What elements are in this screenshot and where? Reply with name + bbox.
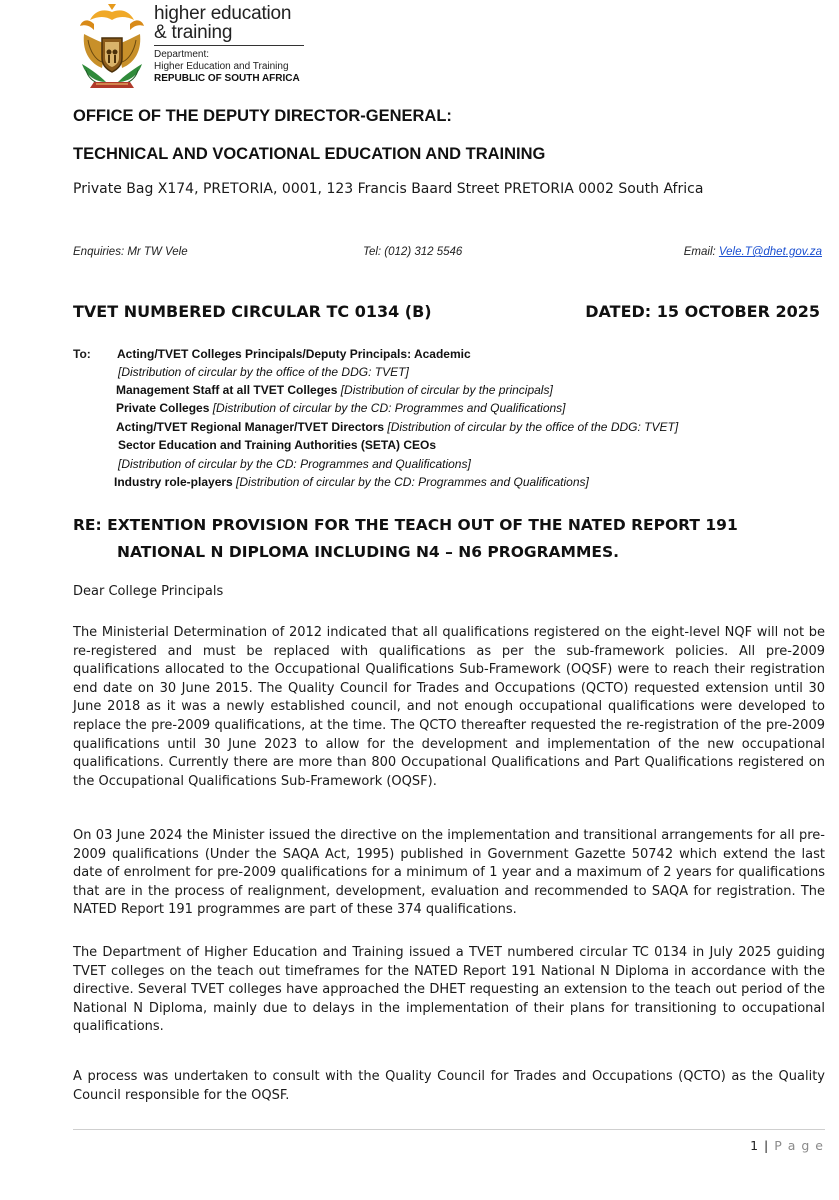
recipient-4-name: Acting/TVET Regional Manager/TVET Directors <box>116 420 385 434</box>
recipient-2 <box>116 383 553 397</box>
circular-number: TVET NUMBERED CIRCULAR TC 0134 (B) <box>73 302 432 321</box>
recipient-3-distribution: [Distribution of circular by the CD: Programmes and Qualifications] <box>209 401 566 415</box>
email-label: Email: <box>683 246 719 258</box>
circular-date: DATED: 15 OCTOBER 2025 <box>585 302 820 321</box>
recipient-3 <box>116 401 566 415</box>
brand-line-1: higher education <box>154 3 292 24</box>
sun-rays <box>80 4 144 30</box>
to-label: To: <box>73 347 91 361</box>
email-link[interactable]: Vele.T@dhet.gov.za <box>718 246 822 258</box>
recipient-5-name: Sector Education and Training Authorities (SETA) CEOs <box>118 438 437 452</box>
motto-ribbon <box>90 82 134 88</box>
recipient-3-name: Private Colleges <box>116 401 210 415</box>
recipient-5-distribution: [Distribution of circular by the CD: Programmes and Qualifications] <box>118 457 471 471</box>
office-address: Private Bag X174, PRETORIA, 0001, 123 Francis Baard Street PRETORIA 0002 South Africa <box>73 181 704 197</box>
recipient-1-distribution: [Distribution of circular by the office of the DDG: TVET] <box>118 365 409 379</box>
dept-name: Higher Education and Training <box>154 61 289 72</box>
department-branding <box>154 4 314 85</box>
recipient-5-note <box>118 457 471 471</box>
recipient-2-distribution: [Distribution of circular by the principals] <box>337 383 553 397</box>
recipient-4-distribution: [Distribution of circular by the office of the DDG: TVET] <box>384 420 679 434</box>
recipient-1 <box>117 347 471 361</box>
page-label: P a g e <box>774 1138 824 1153</box>
recipient-6-name: Industry role-players <box>114 475 233 489</box>
enquiries: Enquiries: Mr TW Vele <box>73 246 188 258</box>
page-number <box>750 1138 824 1153</box>
brand-line-2: & training <box>154 22 233 43</box>
recipient-4 <box>116 420 678 434</box>
page-separator: | <box>759 1138 775 1153</box>
country-name: REPUBLIC OF SOUTH AFRICA <box>154 73 300 84</box>
subject-line-1: RE: EXTENTION PROVISION FOR THE TEACH OUT OF THE NATED REPORT 191 <box>73 516 738 534</box>
paragraph-4: A process was undertaken to consult with the Quality Council for Trades and Occupations (QCTO) as the Quality Council responsible for the OQSF. <box>73 1069 825 1103</box>
paragraph-2: On 03 June 2024 the Minister issued the directive on the implementation and transitional arrangements for all pre-2009 qualifications (Under the SAQA Act, 1995) published in Government Gazette 50742 which extend the last date of enrolment for pre-2009 qualifications for a minimum of 1 year and a maximum of 2 years for qualifications that are in the process of realignment, development, evaluation and recommended to SAQA for registration. The NATED Report 191 programmes are part of these 374 qualifications. <box>73 828 825 918</box>
email-contact <box>684 246 822 258</box>
dept-label: Department: <box>154 49 210 60</box>
recipient-1-name: Acting/TVET Colleges Principals/Deputy Principals: Academic <box>117 347 471 361</box>
paragraph-1: The Ministerial Determination of 2012 indicated that all qualifications registered on the eight-level NQF will not be re-registered and must be replaced with qualifications as per the sub-framework policies. All pre-2009 qualifications allocated to the Occupational Qualifications Sub-Framework (OQSF) were to reach their registration end date on 30 June 2015. The Quality Council for Trades and Occupations (QCTO) requested extension until 30 June 2018 as it was a newly established council, and not enough occupational qualifications were developed to replace the pre-2009 qualifications, at the time. The QCTO thereafter requested the re-registration of the pre-2009 qualifications until 30 June 2023 to allow for the development and implementation of the new occupational qualifications. Currently there are more than 800 Occupational Qualifications and Part Qualifications registered on the Occupational Qualifications Sub-Framework (OQSF). <box>73 625 825 789</box>
brand-divider <box>154 45 304 46</box>
footer-divider <box>73 1129 825 1130</box>
office-subtitle: TECHNICAL AND VOCATIONAL EDUCATION AND TRAINING <box>73 145 546 163</box>
recipient-2-name: Management Staff at all TVET Colleges <box>116 383 338 397</box>
salutation: Dear College Principals <box>73 584 224 599</box>
telephone: Tel: (012) 312 5546 <box>363 246 463 258</box>
paragraph-3: The Department of Higher Education and Training issued a TVET numbered circular TC 0134 in July 2025 guiding TVET colleges on the teach out timeframes for the NATED Report 191 National N Diploma in accordance with the directive. Several TVET colleges have approached the DHET requesting an extension to the teach out period of the National N Diploma, mainly due to delays in the implementation of their plans for transitioning to occupational qualifications. <box>73 945 825 1035</box>
recipient-5 <box>118 438 436 452</box>
office-title: OFFICE OF THE DEPUTY DIRECTOR-GENERAL: <box>73 107 452 125</box>
recipient-6 <box>114 475 589 489</box>
subject-line-2: NATIONAL N DIPLOMA INCLUDING N4 – N6 PROGRAMMES. <box>117 543 620 561</box>
page-number-value: 1 <box>750 1138 760 1153</box>
recipient-6-distribution: [Distribution of circular by the CD: Programmes and Qualifications] <box>232 475 589 489</box>
shield <box>102 38 122 72</box>
recipient-1-note <box>118 365 409 379</box>
coat-of-arms-logo <box>72 4 152 90</box>
